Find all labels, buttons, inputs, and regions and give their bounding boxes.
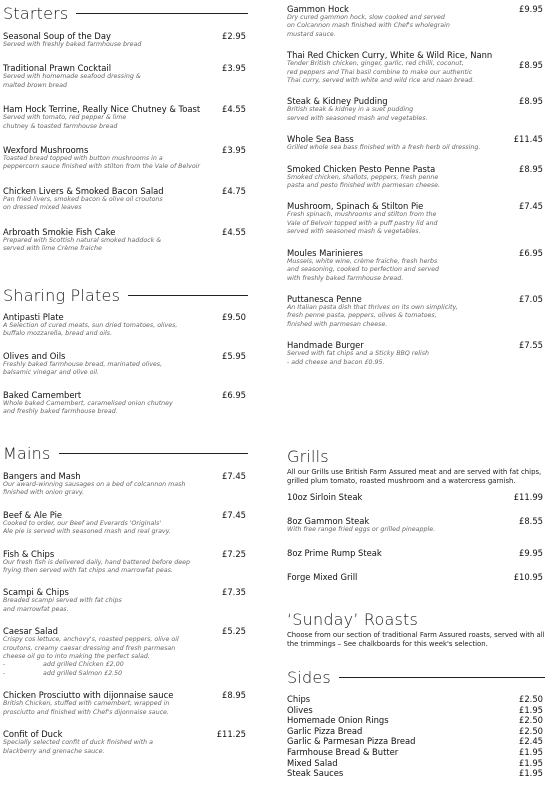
item-description: mustard sauce. <box>287 30 336 38</box>
section-title: Sharing Plates <box>3 285 121 305</box>
item-description: Thai curry, served with white and wild rice and naan bread. <box>287 77 475 85</box>
menu-item <box>3 227 248 254</box>
addon-dash: - <box>3 669 6 677</box>
item-description: malted brown bread <box>3 81 67 89</box>
menu-item <box>287 492 545 502</box>
item-price: £5.25 <box>222 626 246 637</box>
side-price: £2.50 <box>519 694 543 704</box>
addon-text: add grilled Salmon £2.50 <box>43 669 123 677</box>
menu-item <box>287 294 545 329</box>
item-name: Moules Marinieres <box>287 247 363 258</box>
item-description: Vale of Belvoir topped with a puff pastry lid and <box>287 219 438 227</box>
item-price: £5.95 <box>222 350 246 361</box>
item-price: £4.55 <box>222 104 246 115</box>
item-price: £8.95 <box>519 163 543 174</box>
item-name: Smoked Chicken Pesto Penne Pasta <box>287 163 436 174</box>
side-item <box>287 768 545 779</box>
item-price: £11.45 <box>513 134 543 145</box>
item-name: Baked Camembert <box>3 389 82 400</box>
item-name: Handmade Burger <box>287 340 364 351</box>
side-price: £2.50 <box>519 725 543 736</box>
addon-text: add grilled Chicken £2.00 <box>43 661 124 669</box>
item-price: £11.99 <box>513 492 543 502</box>
item-description: Toasted bread topped with button mushrooms in a <box>3 155 163 163</box>
section-rule <box>59 453 248 454</box>
item-name: Whole Sea Bass <box>287 134 354 145</box>
menu-item <box>3 390 248 417</box>
item-description: blackberry and grenache sauce. <box>3 747 105 755</box>
side-name: Farmhouse Bread & Butter <box>287 746 399 757</box>
item-price: £7.45 <box>222 509 246 520</box>
item-description: finished with onion gravy. <box>3 489 85 497</box>
menu-item <box>287 248 545 283</box>
side-item <box>287 694 545 705</box>
item-price: £9.95 <box>519 548 543 559</box>
section-title: Sides <box>287 667 331 687</box>
section-rule <box>76 13 248 14</box>
side-item <box>287 715 545 726</box>
item-name: Scampi & Chips <box>3 587 69 598</box>
menu-item <box>287 50 545 85</box>
item-description: finished with parmesan cheese. <box>287 320 388 328</box>
addon-dash: - <box>3 661 6 669</box>
item-name: 8oz Gammon Steak <box>287 516 370 526</box>
side-item <box>287 736 545 747</box>
item-description: Our fresh fish is delivered daily, hand battered before deep <box>3 558 191 566</box>
item-name: Traditional Prawn Cocktail <box>3 63 112 74</box>
menu-item <box>3 186 248 213</box>
item-name: Mushroom, Spinach & Stilton Pie <box>287 201 424 212</box>
item-description: Freshly baked farmhouse bread, marinated olives, <box>3 360 163 368</box>
grills-heading <box>287 444 545 468</box>
item-name: Olives and Oils <box>3 350 66 361</box>
item-description: served with lime Crème fraiche <box>3 245 102 253</box>
item-description: Breaded scampi served with fat chips <box>3 597 122 605</box>
item-name: Ham Hock Terrine, Really Nice Chutney & Toast <box>3 104 201 115</box>
item-name: Beef & Ale Pie <box>3 509 63 520</box>
item-description: Served with fat chips and a Sticky BBQ relish <box>287 350 430 358</box>
item-description: Fresh spinach, mushrooms and stilton from the <box>287 211 437 219</box>
item-price: £7.35 <box>222 587 246 598</box>
item-name: Seasonal Soup of the Day <box>3 31 111 41</box>
menu-item <box>3 104 248 131</box>
menu-item <box>287 340 545 367</box>
sharing-heading <box>3 283 248 307</box>
side-item <box>287 726 545 737</box>
side-name: Steak Sauces <box>287 768 344 779</box>
mains-heading <box>3 441 248 465</box>
sides-section <box>287 665 545 779</box>
item-description: with freshly baked farmhouse bread. <box>287 274 404 282</box>
item-price: £8.95 <box>222 690 246 701</box>
item-description: croutons, creamy caesar dressing and fresh parmesan <box>3 644 176 652</box>
side-name: Garlic Pizza Bread <box>287 725 363 736</box>
side-name: Mixed Salad <box>287 757 338 768</box>
right-mains-section <box>287 4 545 367</box>
sunday-heading <box>287 607 545 631</box>
item-name: Caesar Salad <box>3 626 58 637</box>
item-price: £7.05 <box>519 293 543 304</box>
item-name: Fish & Chips <box>3 548 55 559</box>
menu-item <box>3 510 248 537</box>
item-price: £7.45 <box>519 201 543 212</box>
section-title: Starters <box>3 3 69 23</box>
menu-item <box>3 145 248 172</box>
side-name: Olives <box>287 704 313 715</box>
item-description: cheese oil go to into making the perfect salad. <box>3 653 150 661</box>
item-description: Served with freshly baked farmhouse bread <box>3 41 142 48</box>
item-description: served with seasoned mash and vegetables. <box>287 114 428 122</box>
item-description: Grilled whole sea bass finished with a fresh herb oil dressing. <box>287 144 481 152</box>
item-price: £11.25 <box>216 729 246 740</box>
item-description: Prepared with Scottish natural smoked haddock & <box>3 236 162 244</box>
item-description: peppercorn sauce finished with stilton from the Vale of Belvoir <box>3 163 201 171</box>
menu-item <box>3 312 248 339</box>
item-name: Wexford Mushrooms <box>3 145 89 156</box>
side-price: £1.95 <box>519 768 543 779</box>
side-price: £1.95 <box>519 746 543 757</box>
item-description: Served with homemade seafood dressing & <box>3 73 141 81</box>
item-name: Puttanesca Penne <box>287 293 362 304</box>
item-price: £8.95 <box>519 60 543 71</box>
grills-intro: All our Grills use British Farm Assured meat and are served with fat chips, grilled plum tomato, roasted mushroom and a watercress garnish. <box>287 468 542 485</box>
side-price: £1.95 <box>519 757 543 768</box>
menu-item <box>3 31 248 49</box>
menu-item <box>287 548 545 558</box>
item-price: £8.95 <box>519 96 543 107</box>
item-description: fresh penne pasta, peppers, olives & tomatoes, <box>287 312 437 320</box>
mains-section <box>3 441 248 756</box>
item-description: and freshly baked farmhouse bread. <box>3 408 118 416</box>
section-rule <box>339 677 545 678</box>
item-price: £6.95 <box>519 247 543 258</box>
item-description: balsamic vinegar and olive oil. <box>3 369 100 377</box>
menu-item <box>3 549 248 576</box>
item-description: Pan fried livers, smoked bacon & olive oil croutons <box>3 195 163 203</box>
sides-heading <box>287 665 545 689</box>
item-price: £9.50 <box>222 312 246 322</box>
item-description: British steak & kidney in a suet pudding <box>287 106 414 114</box>
item-description: buffalo mozzarella, bread and oils. <box>3 330 113 338</box>
menu-item <box>3 626 248 678</box>
item-name: Chicken Livers & Smoked Bacon Salad <box>3 185 164 196</box>
item-description: served with seasoned mash & vegetables. <box>287 228 421 236</box>
item-name: Steak & Kidney Pudding <box>287 96 388 107</box>
sunday-section <box>287 607 545 649</box>
item-price: £3.95 <box>222 63 246 74</box>
item-description: frying then served with fat chips and marrowfat peas. <box>3 567 173 575</box>
item-description: prosciutto and finished with Chef's dijonnaise sauce. <box>3 708 169 716</box>
item-name: Forge Mixed Grill <box>287 572 358 583</box>
item-description: Dry cured gammon hock, slow cooked and served <box>287 14 445 21</box>
item-name: 8oz Prime Rump Steak <box>287 548 382 559</box>
item-description: Our award-winning sausages on a bed of colcannon mash <box>3 481 186 488</box>
item-price: £10.95 <box>513 572 543 583</box>
item-description: chutney & toasted farmhouse bread <box>3 122 118 130</box>
item-price: £7.25 <box>222 548 246 559</box>
item-name: Confit of Duck <box>3 729 63 740</box>
item-description: Served with tomato, red pepper & lime <box>3 114 127 122</box>
menu-item <box>287 164 545 191</box>
item-price: £2.95 <box>222 31 246 41</box>
menu-item <box>287 516 545 534</box>
side-price: £2.45 <box>519 736 543 747</box>
item-description: pasta and pesto finished with parmesan cheese. <box>287 182 441 190</box>
grills-section <box>287 444 545 582</box>
item-addon <box>3 670 248 678</box>
item-description: and marrowfat peas. <box>3 605 69 613</box>
menu-item <box>3 729 248 756</box>
item-name: Thai Red Chicken Curry, White & Wild Rice, Nann <box>287 50 493 61</box>
item-name: Chicken Prosciutto with dijonnaise sauce <box>3 690 174 701</box>
item-price: £7.45 <box>222 471 246 481</box>
item-description: Smoked chicken, shallots, peppers, fresh penne <box>287 173 439 181</box>
item-price: £7.55 <box>519 340 543 351</box>
item-description: Cooked to order, our Beef and Everards 'Originals' <box>3 519 162 527</box>
menu-item <box>287 96 545 123</box>
item-description: Specially selected confit of duck finished with a <box>3 739 153 747</box>
item-price: £4.75 <box>222 185 246 196</box>
menu-item <box>287 4 545 39</box>
item-description: A Selection of cured meats, sun dried tomatoes, olives, <box>3 322 178 329</box>
menu-item <box>287 572 545 582</box>
side-item <box>287 747 545 758</box>
item-description: - add cheese and bacon £0.95. <box>287 358 385 366</box>
item-price: £3.95 <box>222 145 246 156</box>
item-description: With free range fried eggs or grilled pineapple. <box>287 526 436 533</box>
item-description: red peppers and Thai basil combine to make our authentic <box>287 68 473 76</box>
starters-section <box>3 1 248 253</box>
section-title: ‘Sunday’ Roasts <box>287 609 419 629</box>
item-description: British Chicken, stuffed with camembert, wrapped in <box>3 700 170 708</box>
side-name: Chips <box>287 694 311 704</box>
starters-heading <box>3 1 248 25</box>
item-price: £8.55 <box>519 516 543 526</box>
menu-item <box>287 201 545 236</box>
item-description: Crispy cos lettuce, anchovy's, roasted peppers, olive oil <box>3 636 179 644</box>
side-item <box>287 705 545 716</box>
item-price: £4.55 <box>222 226 246 237</box>
side-name: Homemade Onion Rings <box>287 715 389 726</box>
item-addon <box>3 661 248 669</box>
item-description: Whole baked Camembert, caramelised onion chutney <box>3 399 173 407</box>
item-description: Ale pie is served with seasoned mash and real gravy. <box>3 528 171 536</box>
section-rule <box>128 295 248 296</box>
menu-item <box>3 690 248 717</box>
item-name: Bangers and Mash <box>3 471 81 481</box>
section-title: Grills <box>287 446 329 466</box>
item-name: Arbroath Smokie Fish Cake <box>3 226 116 237</box>
menu-item <box>287 134 545 152</box>
menu-item <box>3 351 248 378</box>
item-description: on dressed mixed leaves <box>3 204 82 212</box>
sharing-section <box>3 283 248 416</box>
menu-item <box>3 471 248 498</box>
menu-item <box>3 587 248 614</box>
side-price: £2.50 <box>519 715 543 726</box>
item-description: Mussels, white wine, crème fraiche, fresh herbs <box>287 257 438 265</box>
item-name: Gammon Hock <box>287 4 349 14</box>
item-name: Antipasti Plate <box>3 312 64 322</box>
item-name: 10oz Sirloin Steak <box>287 492 363 502</box>
item-price: £9.95 <box>519 4 543 14</box>
item-description: on Colcannon mash finished with Chef's wholegrain <box>287 22 450 30</box>
side-price: £1.95 <box>519 704 543 715</box>
section-title: Mains <box>3 443 51 463</box>
item-description: An Italian pasta dish that thrives on its own simplicity, <box>287 303 458 311</box>
side-item <box>287 758 545 769</box>
sunday-intro: Choose from our section of traditional Farm Assured roasts, served with all the trimmings – See chalkboards for this week's selection. <box>287 631 545 648</box>
side-name: Garlic & Parmesan Pizza Bread <box>287 736 416 747</box>
item-price: £6.95 <box>222 389 246 400</box>
item-description: and seasoning, cooked to perfection and served <box>287 266 440 274</box>
item-description: Tender British chicken, ginger, garlic, red chilli, coconut, <box>287 60 464 68</box>
menu-item <box>3 63 248 90</box>
